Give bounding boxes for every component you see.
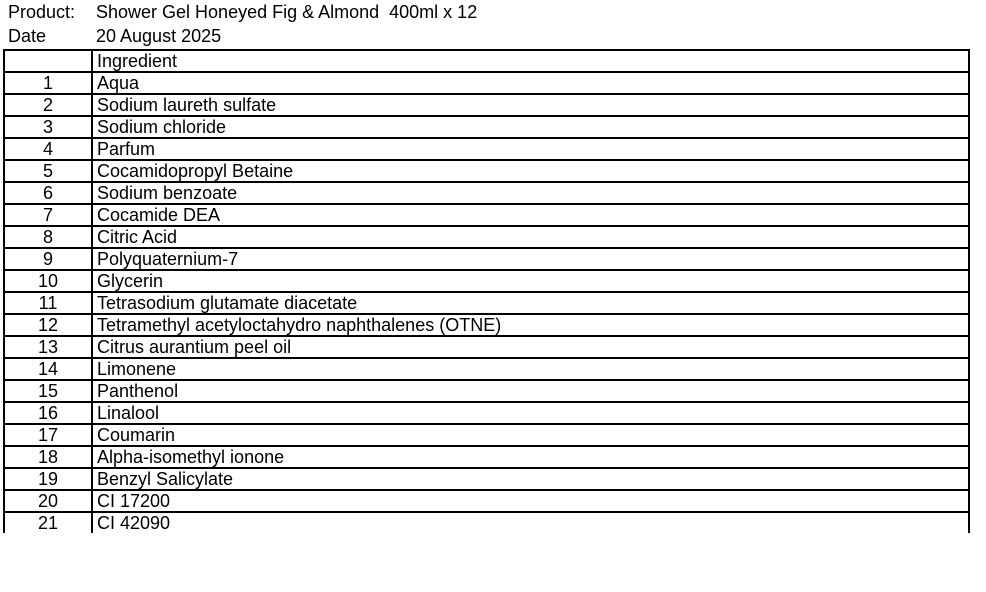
- product-label: Product:: [8, 2, 76, 22]
- row-number: 8: [4, 226, 92, 248]
- table-row: [4, 446, 969, 468]
- table-row: [4, 248, 969, 270]
- ingredient-name: Sodium benzoate: [92, 182, 969, 204]
- table-row: [4, 226, 969, 248]
- table-row: [4, 116, 969, 138]
- table-row: [4, 468, 969, 490]
- row-number: 6: [4, 182, 92, 204]
- table-row: [4, 512, 969, 533]
- table-row: [4, 182, 969, 204]
- row-number: 10: [4, 270, 92, 292]
- ingredient-name: Alpha-isomethyl ionone: [92, 446, 969, 468]
- row-number: 13: [4, 336, 92, 358]
- table-row: [4, 402, 969, 424]
- row-number: 14: [4, 358, 92, 380]
- ingredient-name: Sodium laureth sulfate: [92, 94, 969, 116]
- row-number: 18: [4, 446, 92, 468]
- table-row: [4, 490, 969, 512]
- table-row: [4, 72, 969, 94]
- row-number: 19: [4, 468, 92, 490]
- row-number: 9: [4, 248, 92, 270]
- ingredient-name: Limonene: [92, 358, 969, 380]
- column-header-number: [4, 50, 92, 72]
- date-label: Date: [8, 26, 47, 46]
- table-row: [4, 358, 969, 380]
- ingredient-name: Panthenol: [92, 380, 969, 402]
- ingredient-name: Sodium chloride: [92, 116, 969, 138]
- table-row: [4, 380, 969, 402]
- row-number: 21: [4, 512, 92, 533]
- ingredient-name: Benzyl Salicylate: [92, 468, 969, 490]
- date-row: [0, 24, 986, 48]
- row-number: 3: [4, 116, 92, 138]
- date-value: 20 August 2025: [96, 26, 222, 46]
- row-number: 5: [4, 160, 92, 182]
- row-number: 12: [4, 314, 92, 336]
- row-number: 20: [4, 490, 92, 512]
- ingredient-name: Tetramethyl acetyloctahydro naphthalenes (OTNE): [92, 314, 969, 336]
- table-row: [4, 94, 969, 116]
- table-row: [4, 424, 969, 446]
- product-value: Shower Gel Honeyed Fig & Almond 400ml x 12: [96, 2, 478, 22]
- ingredient-name: Polyquaternium-7: [92, 248, 969, 270]
- ingredient-name: Coumarin: [92, 424, 969, 446]
- ingredient-name: Cocamide DEA: [92, 204, 969, 226]
- table-row: [4, 270, 969, 292]
- table-row: [4, 138, 969, 160]
- table-row: [4, 160, 969, 182]
- document-header: [0, 0, 986, 48]
- row-number: 11: [4, 292, 92, 314]
- row-number: 4: [4, 138, 92, 160]
- ingredient-name: Citrus aurantium peel oil: [92, 336, 969, 358]
- table-row: [4, 336, 969, 358]
- table-row: [4, 314, 969, 336]
- row-number: 15: [4, 380, 92, 402]
- ingredient-name: Cocamidopropyl Betaine: [92, 160, 969, 182]
- row-number: 7: [4, 204, 92, 226]
- table-header-row: [4, 50, 969, 72]
- ingredient-name: CI 42090: [92, 512, 969, 533]
- ingredient-name: Tetrasodium glutamate diacetate: [92, 292, 969, 314]
- ingredient-name: Parfum: [92, 138, 969, 160]
- product-row: [0, 0, 986, 24]
- column-header-ingredient: Ingredient: [92, 50, 969, 72]
- row-number: 17: [4, 424, 92, 446]
- ingredient-name: Aqua: [92, 72, 969, 94]
- ingredient-name: CI 17200: [92, 490, 969, 512]
- table-row: [4, 204, 969, 226]
- ingredient-name: Glycerin: [92, 270, 969, 292]
- ingredient-name: Citric Acid: [92, 226, 969, 248]
- ingredients-table: [3, 49, 970, 533]
- row-number: 2: [4, 94, 92, 116]
- table-row: [4, 292, 969, 314]
- row-number: 16: [4, 402, 92, 424]
- row-number: 1: [4, 72, 92, 94]
- ingredient-name: Linalool: [92, 402, 969, 424]
